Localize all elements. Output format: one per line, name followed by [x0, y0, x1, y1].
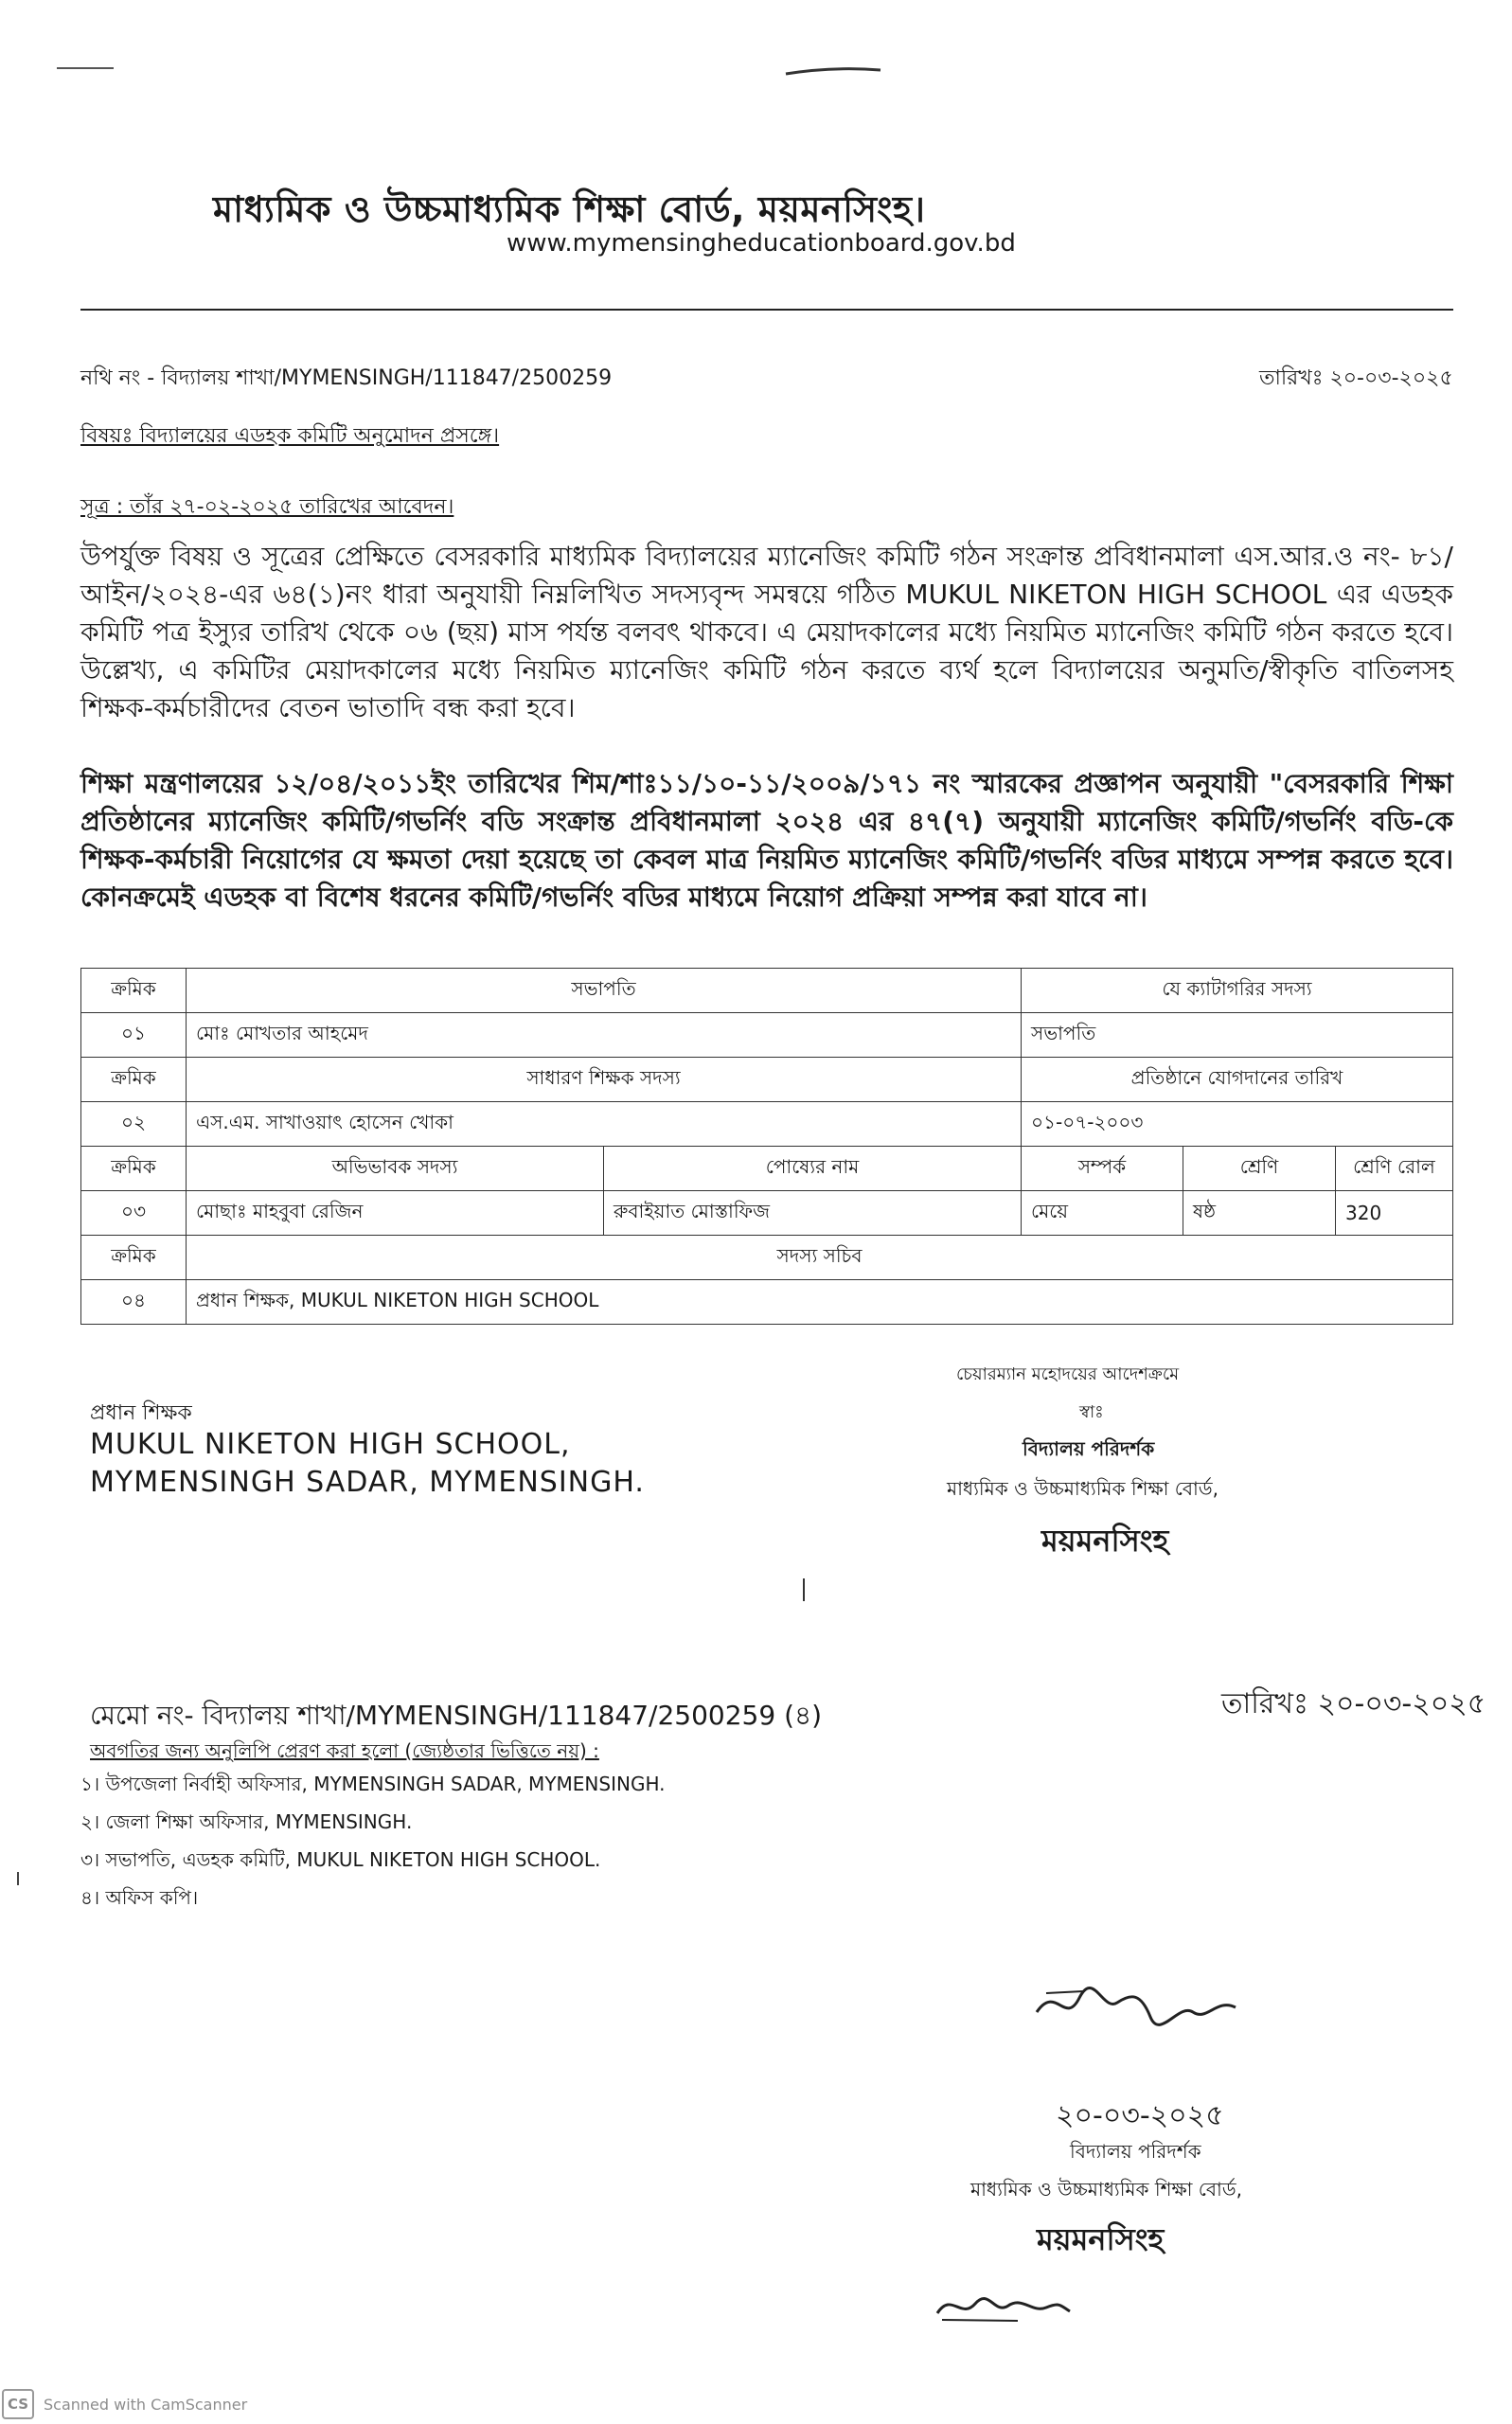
member-category: সভাপতি: [1022, 1013, 1453, 1058]
section-header-teacher: সাধারণ শিক্ষক সদস্য: [187, 1058, 1022, 1102]
header-divider: [80, 309, 1453, 311]
roll: 320: [1336, 1191, 1453, 1236]
signatory-board: মাধ্যমিক ও উচ্চমাধ্যমিক শিক্ষা বোর্ড,: [970, 2178, 1242, 2201]
body-paragraph-1: উপর্যুক্ত বিষয় ও সূত্রের প্রেক্ষিতে বেসরকারি মাধ্যমিক বিদ্যালয়ের ম্যানেজিং কমিটি গঠন সংক্রান্ত প্রবিধানমালা এস.আর.ও নং- ৮১/আইন/২০২৪-এর ৬৪(১)নং ধারা অনুযায়ী নিম্নলিখিত সদস্যবৃন্দ সমন্বয়ে গঠিত MUKUL NIKETON HIGH SCHOOL এর এডহক কমিটি পত্র ইস্যুর তারিখ থেকে ০৬ (ছয়) মাস পর্যন্ত বলবৎ থাকবে। এ মেয়াদকালের মধ্যে নিয়মিত ম্যানেজিং কমিটি গঠন করতে হবে। উল্লেখ্য, এ কমিটির মেয়াদকালের মধ্যে নিয়মিত ম্যানেজিং কমিটি গঠন করতে ব্যর্থ হলে বিদ্যালয়ের অনুমতি/স্বীকৃতি বাতিলসহ শিক্ষক-কর্মচারীদের বেতন ভাতাদি বন্ধ করা হবে।: [80, 541, 1453, 723]
section-header-secretary: সদস্য সচিব: [187, 1236, 1453, 1280]
camscanner-logo: CS: [2, 2389, 34, 2419]
copy-heading: অবগতির জন্য অনুলিপি প্রেরণ করা হলো (জ্যেষ্ঠতার ভিত্তিতে নয়) :: [90, 1739, 599, 1762]
body-paragraph-2: শিক্ষা মন্ত্রণালয়ের ১২/০৪/২০১১ইং তারিখের শিম/শাঃ১১/১০-১১/২০০৯/১৭১ নং স্মারকের প্রজ্ঞাপন অনুযায়ী "বেসরকারি শিক্ষা প্রতিষ্ঠানের ম্যানেজিং কমিটি/গভর্নিং বডি সংক্রান্ত প্রবিধানমালা ২০২৪ এর ৪৭(৭) অনুযায়ী ম্যানেজিং কমিটি/গভর্নিং বডি-কে শিক্ষক-কর্মচারী নিয়োগের যে ক্ষমতা দেয়া হয়েছে তা কেবল মাত্র নিয়মিত ম্যানেজিং কমিটি/গভর্নিং বডির মাধ্যমে সম্পন্ন করতে হবে। কোনক্রমেই এডহক বা বিশেষ ধরনের কমিটি/গভর্নিং বডির মাধ্যমে নিয়োগ প্রক্রিয়া সম্পন্ন করা যাবে না।: [80, 768, 1453, 913]
signature-image: [1027, 1974, 1245, 2041]
list-item: ১। উপজেলা নির্বাহী অফিসার, MYMENSINGH SADAR, MYMENSINGH.: [80, 1773, 666, 1795]
member-name: প্রধান শিক্ষক, MUKUL NIKETON HIGH SCHOOL: [187, 1280, 1453, 1325]
serial-cell: ০২: [81, 1102, 187, 1147]
table-row: [81, 1058, 1453, 1102]
signatory-board: মাধ্যমিক ও উচ্চমাধ্যমিক শিক্ষা বোর্ড,: [947, 1477, 1218, 1500]
serial-cell: ০৩: [81, 1191, 187, 1236]
serial-header: ক্রমিক: [81, 1147, 187, 1191]
signatory-city: ময়মনসিংহ: [1041, 1523, 1169, 1559]
member-name: মোছাঃ মাহবুবা রেজিন: [187, 1191, 604, 1236]
serial-cell: ০৪: [81, 1280, 187, 1325]
subject-line: বিষয়ঃ বিদ্যালয়ের এডহক কমিটি অনুমোদন প্রসঙ্গে।: [80, 424, 500, 448]
joining-date-header: প্রতিষ্ঠানে যোগদানের তারিখ: [1022, 1058, 1453, 1102]
signatory-designation: বিদ্যালয় পরিদর্শক: [1070, 2140, 1201, 2163]
scan-mark: [47, 57, 899, 85]
list-item: ৩। সভাপতি, এডহক কমিটি, MUKUL NIKETON HIGH SCHOOL.: [80, 1848, 601, 1871]
class-header: শ্রেণি: [1183, 1147, 1336, 1191]
signed-mark: স্বাঃ: [1079, 1402, 1104, 1422]
camscanner-watermark: Scanned with CamScanner: [44, 2396, 248, 2414]
table-row: [81, 1280, 1453, 1325]
serial-cell: ০১: [81, 1013, 187, 1058]
signature-date: ২০-০৩-২০২৫: [1056, 2099, 1224, 2132]
member-name: মোঃ মোখতার আহমেদ: [187, 1013, 1022, 1058]
list-item: ৪। অফিস কপি।: [80, 1886, 199, 1909]
committee-table: [80, 968, 1453, 1325]
member-name: এস.এম. সাখাওয়াৎ হোসেন খোকা: [187, 1102, 1022, 1147]
table-row: [81, 1147, 1453, 1191]
table-row: [81, 1191, 1453, 1236]
copy-date: তারিখঃ ২০-০৩-২০২৫: [1221, 1687, 1486, 1720]
scan-dot: [14, 1870, 24, 1889]
section-header-president: সভাপতি: [187, 969, 1022, 1013]
board-website: www.mymensingheducationboard.gov.bd: [507, 229, 1016, 258]
serial-header: ক্রমিক: [81, 1236, 187, 1280]
serial-header: ক্রমিক: [81, 969, 187, 1013]
relation-header: সম্পর্ক: [1022, 1147, 1183, 1191]
signatory-designation: বিদ্যালয় পরিদর্শক: [1023, 1437, 1155, 1460]
category-header: যে ক্যাটাগরির সদস্য: [1022, 969, 1453, 1013]
serial-header: ক্রমিক: [81, 1058, 187, 1102]
class: ষষ্ঠ: [1183, 1191, 1336, 1236]
issue-date: তারিখঃ ২০-০৩-২০২৫: [1259, 366, 1453, 390]
memo-number: নথি নং - বিদ্যালয় শাখা/MYMENSINGH/111847/2500259: [80, 366, 613, 390]
scan-tick: [800, 1577, 809, 1605]
initials-image: [933, 2277, 1075, 2329]
recipient-address: MYMENSINGH SADAR, MYMENSINGH.: [90, 1466, 645, 1499]
ward-name-header: পোষ্যের নাম: [604, 1147, 1022, 1191]
section-header-guardian: অভিভাবক সদস্য: [187, 1147, 604, 1191]
table-row: [81, 969, 1453, 1013]
reference-line: সূত্র : তাঁর ২৭-০২-২০২৫ তারিখের আবেদন।: [80, 495, 454, 519]
signatory-city: ময়মনসিংহ: [1037, 2221, 1165, 2257]
board-title: মাধ্যমিক ও উচ্চমাধ্যমিক শিক্ষা বোর্ড, ময়মনসিংহ।: [213, 188, 926, 230]
joining-date: ০১-০৭-২০০৩: [1022, 1102, 1453, 1147]
copy-memo-number: মেমো নং- বিদ্যালয় শাখা/MYMENSINGH/111847/2500259 (৪): [90, 1700, 823, 1731]
chairman-order: চেয়ারম্যান মহোদয়ের আদেশক্রমে: [956, 1364, 1180, 1384]
table-row: [81, 1013, 1453, 1058]
recipient-title: প্রধান শিক্ষক: [90, 1401, 192, 1425]
ward-name: রুবাইয়াত মোস্তাফিজ: [604, 1191, 1022, 1236]
table-row: [81, 1236, 1453, 1280]
table-row: [81, 1102, 1453, 1147]
relation: মেয়ে: [1022, 1191, 1183, 1236]
list-item: ২। জেলা শিক্ষা অফিসার, MYMENSINGH.: [80, 1810, 413, 1833]
roll-header: শ্রেণি রোল: [1336, 1147, 1453, 1191]
recipient-school: MUKUL NIKETON HIGH SCHOOL,: [90, 1428, 571, 1461]
